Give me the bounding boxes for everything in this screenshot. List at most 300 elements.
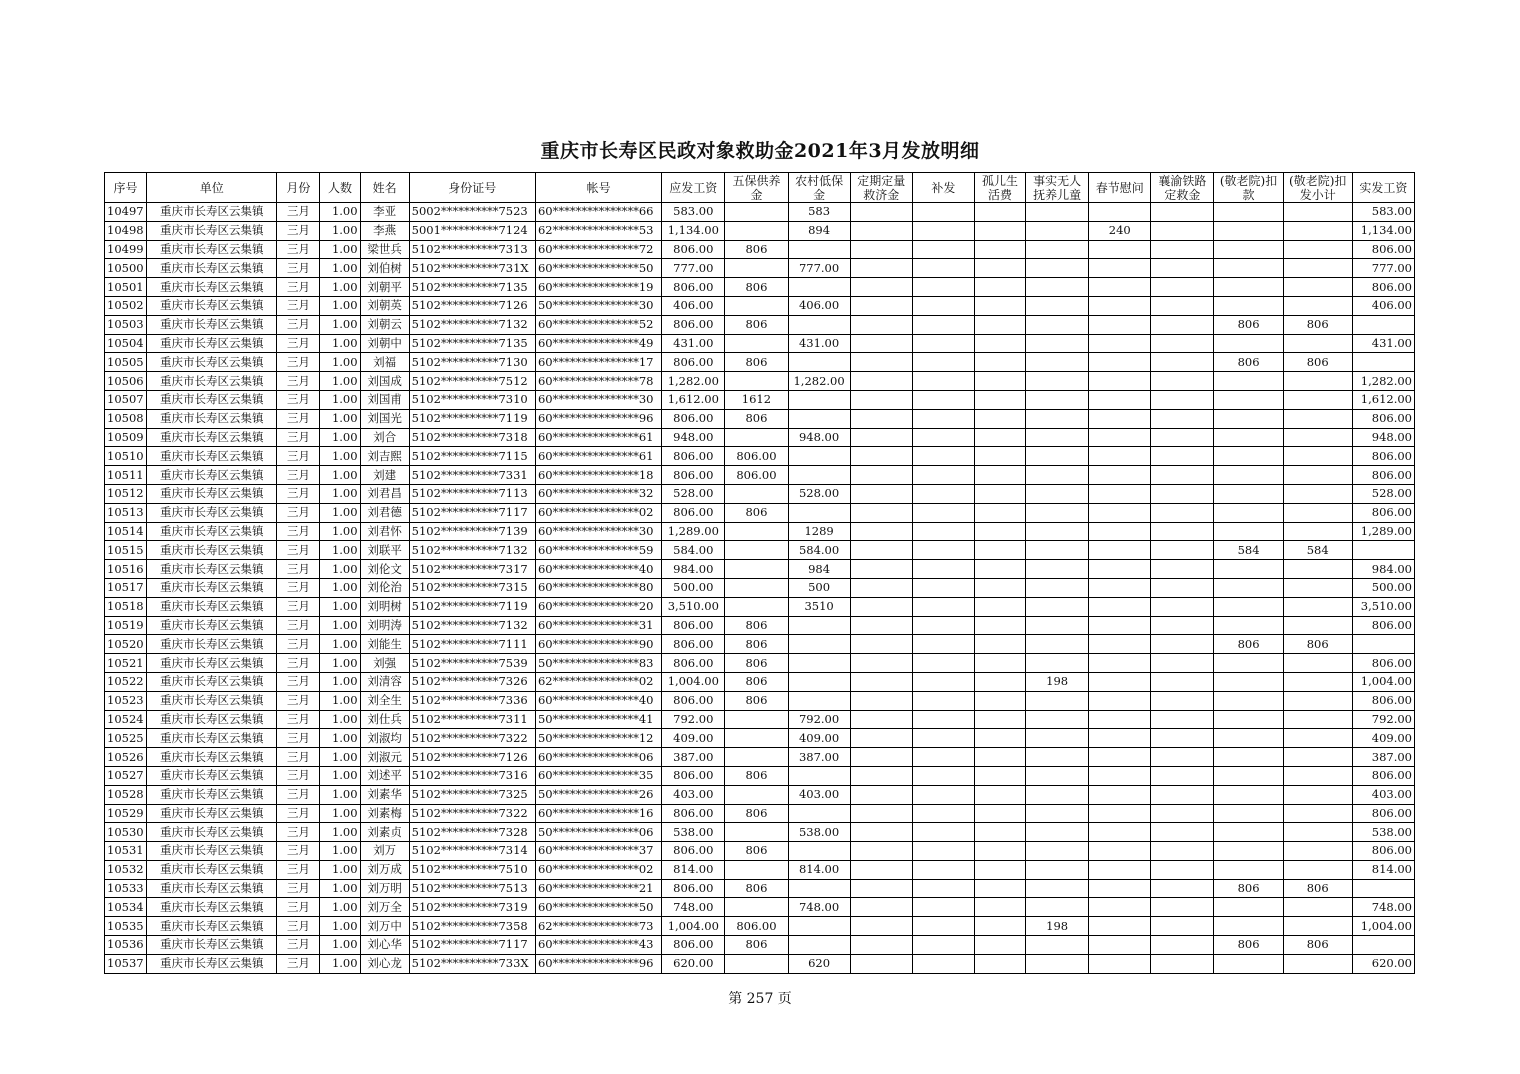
table-cell: 刘万 (360, 842, 409, 861)
table-cell: 1.00 (320, 466, 360, 485)
table-cell: 5102**********7126 (409, 296, 535, 315)
table-cell (850, 372, 912, 391)
table-cell: 387.00 (788, 748, 850, 767)
table-cell: 5102**********7117 (409, 936, 535, 955)
table-cell (974, 654, 1025, 673)
table-cell: 重庆市长寿区云集镇 (147, 898, 277, 917)
table-cell (1283, 296, 1352, 315)
column-header: 实发工资 (1352, 173, 1414, 203)
table-cell (1151, 766, 1214, 785)
table-row (105, 823, 1415, 842)
table-cell: 792.00 (1352, 710, 1414, 729)
table-cell (1214, 522, 1283, 541)
table-cell (1214, 691, 1283, 710)
table-cell: 620.00 (1352, 954, 1414, 973)
table-cell (1283, 729, 1352, 748)
table-cell (725, 522, 788, 541)
table-cell: 584.00 (662, 541, 725, 560)
table-cell: 重庆市长寿区云集镇 (147, 484, 277, 503)
table-cell: 10535 (105, 917, 147, 936)
table-cell: 刘朝中 (360, 334, 409, 353)
table-cell: 1.00 (320, 785, 360, 804)
table-cell (1089, 353, 1151, 372)
table-cell (725, 748, 788, 767)
table-cell: 三月 (277, 936, 320, 955)
table-cell (974, 353, 1025, 372)
table-cell: 60***************16 (535, 804, 661, 823)
table-cell: 1.00 (320, 616, 360, 635)
table-cell (1026, 409, 1089, 428)
table-cell (974, 860, 1025, 879)
table-cell (1151, 936, 1214, 955)
table-cell: 60***************17 (535, 353, 661, 372)
table-cell: 60***************31 (535, 616, 661, 635)
table-cell (850, 541, 912, 560)
table-cell (1026, 315, 1089, 334)
table-cell: 806 (1283, 315, 1352, 334)
table-cell (974, 917, 1025, 936)
table-cell: 500.00 (662, 578, 725, 597)
table-cell (1089, 936, 1151, 955)
table-cell: 5001**********7124 (409, 221, 535, 240)
table-cell: 792.00 (662, 710, 725, 729)
table-cell (850, 466, 912, 485)
table-cell (850, 860, 912, 879)
table-cell (912, 428, 974, 447)
table-cell (1089, 390, 1151, 409)
table-cell (1214, 503, 1283, 522)
table-cell: 刘联平 (360, 541, 409, 560)
table-cell: 刘国光 (360, 409, 409, 428)
table-cell (1283, 203, 1352, 222)
table-body (105, 203, 1415, 974)
table-cell: 584 (1283, 541, 1352, 560)
table-cell: 三月 (277, 428, 320, 447)
table-cell: 10532 (105, 860, 147, 879)
table-row (105, 447, 1415, 466)
table-cell (1214, 842, 1283, 861)
table-cell: 重庆市长寿区云集镇 (147, 503, 277, 522)
table-cell: 1,004.00 (662, 917, 725, 936)
table-cell: 重庆市长寿区云集镇 (147, 390, 277, 409)
table-cell (1151, 654, 1214, 673)
table-cell: 10511 (105, 466, 147, 485)
table-cell: 806 (725, 691, 788, 710)
table-cell (1151, 729, 1214, 748)
table-cell: 1.00 (320, 654, 360, 673)
table-row (105, 860, 1415, 879)
table-cell: 1.00 (320, 860, 360, 879)
table-cell (1089, 917, 1151, 936)
table-cell (1151, 409, 1214, 428)
table-cell: 60***************02 (535, 503, 661, 522)
table-cell: 387.00 (1352, 748, 1414, 767)
table-cell: 刘万成 (360, 860, 409, 879)
table-cell: 三月 (277, 390, 320, 409)
table-cell: 1.00 (320, 409, 360, 428)
table-cell (1026, 616, 1089, 635)
table-cell (788, 879, 850, 898)
table-cell (788, 390, 850, 409)
table-cell (974, 879, 1025, 898)
table-cell (1283, 484, 1352, 503)
table-cell: 10520 (105, 635, 147, 654)
table-cell: 583 (788, 203, 850, 222)
table-row (105, 278, 1415, 297)
table-cell (1214, 259, 1283, 278)
table-cell (1352, 635, 1414, 654)
table-cell (912, 259, 974, 278)
table-cell: 5102**********7132 (409, 315, 535, 334)
table-cell: 5102**********7132 (409, 541, 535, 560)
table-cell: 806 (725, 240, 788, 259)
table-cell (1026, 860, 1089, 879)
table-cell: 三月 (277, 691, 320, 710)
table-cell: 406.00 (662, 296, 725, 315)
table-cell: 三月 (277, 560, 320, 579)
table-cell: 806.00 (662, 466, 725, 485)
table-cell (1089, 560, 1151, 579)
table-cell: 50***************06 (535, 823, 661, 842)
table-cell (974, 203, 1025, 222)
table-cell: 重庆市长寿区云集镇 (147, 672, 277, 691)
table-cell (1352, 936, 1414, 955)
table-cell: 重庆市长寿区云集镇 (147, 221, 277, 240)
table-cell: 1.00 (320, 428, 360, 447)
table-cell: 5002**********7523 (409, 203, 535, 222)
table-cell: 806 (1214, 879, 1283, 898)
table-cell (912, 954, 974, 973)
column-header: 单位 (147, 173, 277, 203)
table-cell (1151, 842, 1214, 861)
table-cell (974, 936, 1025, 955)
table-cell (912, 315, 974, 334)
table-cell (1026, 334, 1089, 353)
table-cell (725, 898, 788, 917)
table-cell: 三月 (277, 766, 320, 785)
table-cell: 806 (725, 635, 788, 654)
table-cell: 1.00 (320, 879, 360, 898)
table-cell: 1.00 (320, 334, 360, 353)
table-cell: 5102**********7317 (409, 560, 535, 579)
table-cell (850, 654, 912, 673)
table-cell: 806.00 (1352, 240, 1414, 259)
table-cell (1283, 823, 1352, 842)
table-cell: 三月 (277, 484, 320, 503)
table-cell: 806.00 (725, 447, 788, 466)
table-cell: 1,004.00 (662, 672, 725, 691)
table-cell (850, 259, 912, 278)
table-cell: 10504 (105, 334, 147, 353)
table-cell (1026, 372, 1089, 391)
table-cell (850, 560, 912, 579)
table-cell: 刘万中 (360, 917, 409, 936)
table-cell (1283, 428, 1352, 447)
table-cell (912, 635, 974, 654)
table-header-row (105, 173, 1415, 203)
table-cell: 10529 (105, 804, 147, 823)
table-cell: 984.00 (1352, 560, 1414, 579)
table-cell (1151, 296, 1214, 315)
table-cell: 1.00 (320, 578, 360, 597)
table-cell (1283, 672, 1352, 691)
table-cell: 1.00 (320, 259, 360, 278)
table-cell (974, 635, 1025, 654)
table-cell (1089, 710, 1151, 729)
table-cell (1026, 578, 1089, 597)
table-cell: 409.00 (662, 729, 725, 748)
table-row (105, 259, 1415, 278)
table-cell (1283, 409, 1352, 428)
table-cell: 5102**********7322 (409, 729, 535, 748)
table-cell (850, 240, 912, 259)
table-cell (1089, 278, 1151, 297)
table-cell: 1289 (788, 522, 850, 541)
table-cell (1214, 372, 1283, 391)
table-cell: 刘君德 (360, 503, 409, 522)
table-cell: 60***************59 (535, 541, 661, 560)
table-cell: 1.00 (320, 240, 360, 259)
table-cell: 三月 (277, 466, 320, 485)
table-cell (788, 691, 850, 710)
table-cell (1026, 278, 1089, 297)
table-cell: 198 (1026, 672, 1089, 691)
table-cell (850, 447, 912, 466)
table-cell (1283, 710, 1352, 729)
table-cell (1283, 654, 1352, 673)
table-cell: 1,289.00 (662, 522, 725, 541)
table-cell: 10528 (105, 785, 147, 804)
table-row (105, 635, 1415, 654)
table-cell (725, 428, 788, 447)
table-row (105, 785, 1415, 804)
table-cell: 10527 (105, 766, 147, 785)
table-row (105, 390, 1415, 409)
table-cell (788, 278, 850, 297)
table-cell: 10536 (105, 936, 147, 955)
table-cell: 10506 (105, 372, 147, 391)
table-cell: 重庆市长寿区云集镇 (147, 296, 277, 315)
table-cell (1214, 560, 1283, 579)
table-cell (974, 541, 1025, 560)
table-cell: 刘明树 (360, 597, 409, 616)
table-cell (1151, 278, 1214, 297)
table-cell: 806 (1283, 879, 1352, 898)
table-cell: 1.00 (320, 372, 360, 391)
table-cell: 1,289.00 (1352, 522, 1414, 541)
table-cell: 10509 (105, 428, 147, 447)
table-cell: 5102**********7318 (409, 428, 535, 447)
table-cell: 538.00 (662, 823, 725, 842)
table-cell (788, 409, 850, 428)
table-cell: 刘福 (360, 353, 409, 372)
table-cell: 5102**********7316 (409, 766, 535, 785)
table-cell: 806.00 (1352, 447, 1414, 466)
table-cell: 重庆市长寿区云集镇 (147, 334, 277, 353)
table-row (105, 503, 1415, 522)
table-cell (850, 917, 912, 936)
table-cell: 3,510.00 (1352, 597, 1414, 616)
table-cell: 刘清容 (360, 672, 409, 691)
table-cell (1283, 259, 1352, 278)
table-cell (974, 748, 1025, 767)
table-cell (1026, 823, 1089, 842)
table-cell (1089, 203, 1151, 222)
column-header: 人数 (320, 173, 360, 203)
table-cell: 806.00 (1352, 503, 1414, 522)
table-cell: 60***************61 (535, 447, 661, 466)
table-cell: 60***************18 (535, 466, 661, 485)
table-cell: 806 (725, 672, 788, 691)
table-cell (850, 954, 912, 973)
table-cell: 1.00 (320, 823, 360, 842)
table-cell (1151, 616, 1214, 635)
table-cell: 1,612.00 (662, 390, 725, 409)
table-cell (1089, 748, 1151, 767)
table-cell: 10533 (105, 879, 147, 898)
table-cell (1283, 278, 1352, 297)
table-cell (1089, 823, 1151, 842)
table-cell: 三月 (277, 353, 320, 372)
table-cell: 806 (725, 936, 788, 955)
table-cell: 李燕 (360, 221, 409, 240)
table-cell: 584.00 (788, 541, 850, 560)
table-cell: 5102**********7311 (409, 710, 535, 729)
table-cell: 60***************30 (535, 390, 661, 409)
table-cell: 重庆市长寿区云集镇 (147, 823, 277, 842)
table-cell: 50***************26 (535, 785, 661, 804)
table-cell: 806.00 (1352, 278, 1414, 297)
table-cell (1214, 428, 1283, 447)
table-cell (912, 654, 974, 673)
table-cell: 583.00 (1352, 203, 1414, 222)
table-cell (1214, 710, 1283, 729)
table-row (105, 296, 1415, 315)
table-cell: 1.00 (320, 635, 360, 654)
table-cell (788, 917, 850, 936)
table-cell (850, 428, 912, 447)
column-header: (敬老院)扣款 (1214, 173, 1283, 203)
column-header: 帐号 (535, 173, 661, 203)
table-cell: 重庆市长寿区云集镇 (147, 353, 277, 372)
column-header: 序号 (105, 173, 147, 203)
table-cell (1151, 372, 1214, 391)
table-cell: 806 (1283, 353, 1352, 372)
table-cell (1151, 635, 1214, 654)
table-cell (1283, 842, 1352, 861)
table-cell (725, 823, 788, 842)
table-cell: 806.00 (725, 466, 788, 485)
table-cell: 948.00 (788, 428, 850, 447)
table-cell (1283, 240, 1352, 259)
table-cell (1026, 484, 1089, 503)
table-cell (1151, 917, 1214, 936)
table-cell: 5102**********7331 (409, 466, 535, 485)
table-cell: 3510 (788, 597, 850, 616)
table-cell (1089, 672, 1151, 691)
table-cell (974, 466, 1025, 485)
table-cell: 409.00 (788, 729, 850, 748)
table-cell: 梁世兵 (360, 240, 409, 259)
table-cell: 刘仕兵 (360, 710, 409, 729)
table-cell: 806.00 (1352, 466, 1414, 485)
table-cell: 三月 (277, 372, 320, 391)
table-cell (1151, 315, 1214, 334)
table-cell (974, 729, 1025, 748)
table-cell: 10516 (105, 560, 147, 579)
table-cell (1151, 428, 1214, 447)
table-cell (1151, 522, 1214, 541)
table-cell: 806.00 (662, 654, 725, 673)
table-cell: 60***************37 (535, 842, 661, 861)
table-cell: 5102**********7358 (409, 917, 535, 936)
table-cell (850, 334, 912, 353)
table-cell: 806 (725, 766, 788, 785)
table-cell: 806.00 (725, 917, 788, 936)
table-row (105, 710, 1415, 729)
table-cell (912, 466, 974, 485)
table-cell: 重庆市长寿区云集镇 (147, 560, 277, 579)
table-cell (912, 785, 974, 804)
table-cell: 814.00 (1352, 860, 1414, 879)
table-cell: 10498 (105, 221, 147, 240)
table-cell (974, 616, 1025, 635)
table-cell (1026, 635, 1089, 654)
table-cell (1214, 390, 1283, 409)
table-cell (850, 823, 912, 842)
table-cell (725, 541, 788, 560)
table-cell (1026, 203, 1089, 222)
column-header: 襄渝铁路定救金 (1151, 173, 1214, 203)
table-cell (1283, 691, 1352, 710)
table-cell: 240 (1089, 221, 1151, 240)
table-cell (1283, 597, 1352, 616)
table-cell: 三月 (277, 315, 320, 334)
column-header: 定期定量救济金 (850, 173, 912, 203)
table-cell: 1.00 (320, 691, 360, 710)
table-cell (1151, 785, 1214, 804)
table-cell: 60***************40 (535, 560, 661, 579)
table-cell: 60***************06 (535, 748, 661, 767)
table-cell (1214, 278, 1283, 297)
table-cell: 10521 (105, 654, 147, 673)
table-cell (1026, 691, 1089, 710)
table-cell: 刘合 (360, 428, 409, 447)
table-cell: 1,004.00 (1352, 672, 1414, 691)
table-cell: 60***************49 (535, 334, 661, 353)
table-cell: 10497 (105, 203, 147, 222)
table-cell (1089, 616, 1151, 635)
table-cell (850, 353, 912, 372)
table-cell: 10522 (105, 672, 147, 691)
table-cell: 50***************30 (535, 296, 661, 315)
table-cell (850, 635, 912, 654)
table-cell: 三月 (277, 672, 320, 691)
table-cell: 刘全生 (360, 691, 409, 710)
table-row (105, 616, 1415, 635)
table-cell (1283, 748, 1352, 767)
table-cell: 5102**********7119 (409, 597, 535, 616)
column-header: 孤儿生活费 (974, 173, 1025, 203)
table-cell (1151, 560, 1214, 579)
table-cell (1026, 353, 1089, 372)
table-cell: 60***************66 (535, 203, 661, 222)
table-row (105, 541, 1415, 560)
table-cell (1026, 466, 1089, 485)
table-cell (912, 804, 974, 823)
table-cell: 重庆市长寿区云集镇 (147, 203, 277, 222)
table-cell (1214, 409, 1283, 428)
